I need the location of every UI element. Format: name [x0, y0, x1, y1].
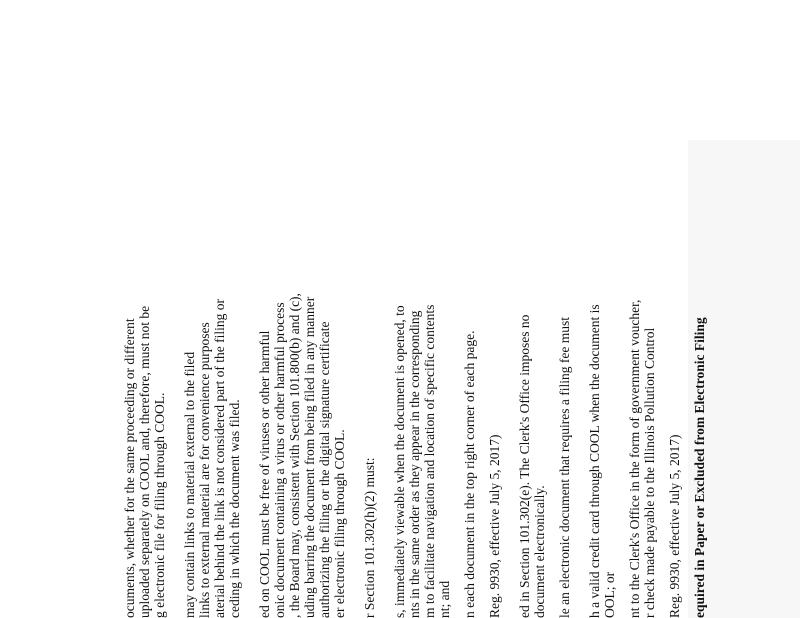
text-line: s, immediately viewable when the document is opened, to [392, 305, 407, 618]
text-line: h a valid credit card through COOL when the document is [587, 304, 602, 618]
section-heading: equired in Paper or Excluded from Electronic Filing [692, 317, 707, 618]
text-line: ceding in which the document was filed. [227, 399, 242, 618]
text-line: onic document containing a virus or other harmful process [272, 302, 287, 618]
text-line: nts in the same order as they appear in the corresponding [407, 310, 422, 618]
text-line: r Section 101.302(h)(2) must: [362, 457, 377, 618]
text-line: nt to the Clerk's Office in the form of government voucher, [627, 299, 642, 618]
text-line: er electronic filing through COOL. [332, 429, 347, 618]
text-line: n each document in the top right corner of each page. [462, 330, 477, 618]
text-line: may contain links to material external to the filed [182, 351, 197, 618]
text-line: m to facilitate navigation and location of specific contents [422, 304, 437, 618]
rotated-document-page [110, 98, 710, 618]
text-line: ed in Section 101.302(e). The Clerk's Office imposes no [517, 314, 532, 618]
text-line: links to external material are for convenience purposes [197, 322, 212, 618]
text-line: document electronically. [532, 485, 547, 618]
text-line: uding barring the document from being filed in any manner [302, 296, 317, 618]
text-line: authorizing the filing or the digital signature certificate [317, 321, 332, 618]
text-line: uploaded separately on COOL and, therefore, must not be [137, 305, 152, 618]
text-line: Reg. 9930, effective July 5, 2017) [667, 434, 682, 618]
text-line: r check made payable to the Illinois Pollution Control [642, 327, 657, 618]
text-line: nt; and [437, 580, 452, 618]
text-line: OOL; or [602, 571, 617, 618]
text-line: Reg. 9930, effective July 5, 2017) [487, 434, 502, 618]
text-line: , the Board may, consistent with Section 101.800(b) and (c), [287, 293, 302, 618]
text-line: le an electronic document that requires a filing fee must [557, 316, 572, 618]
text-line: ocuments, whether for the same proceeding or different [122, 318, 137, 618]
text-line: aterial behind the link is not considered part of the filing or [212, 298, 227, 618]
text-line: ed on COOL must be free of viruses or other harmful [257, 330, 272, 618]
text-line: g electronic file for filing through COOL. [152, 392, 167, 618]
